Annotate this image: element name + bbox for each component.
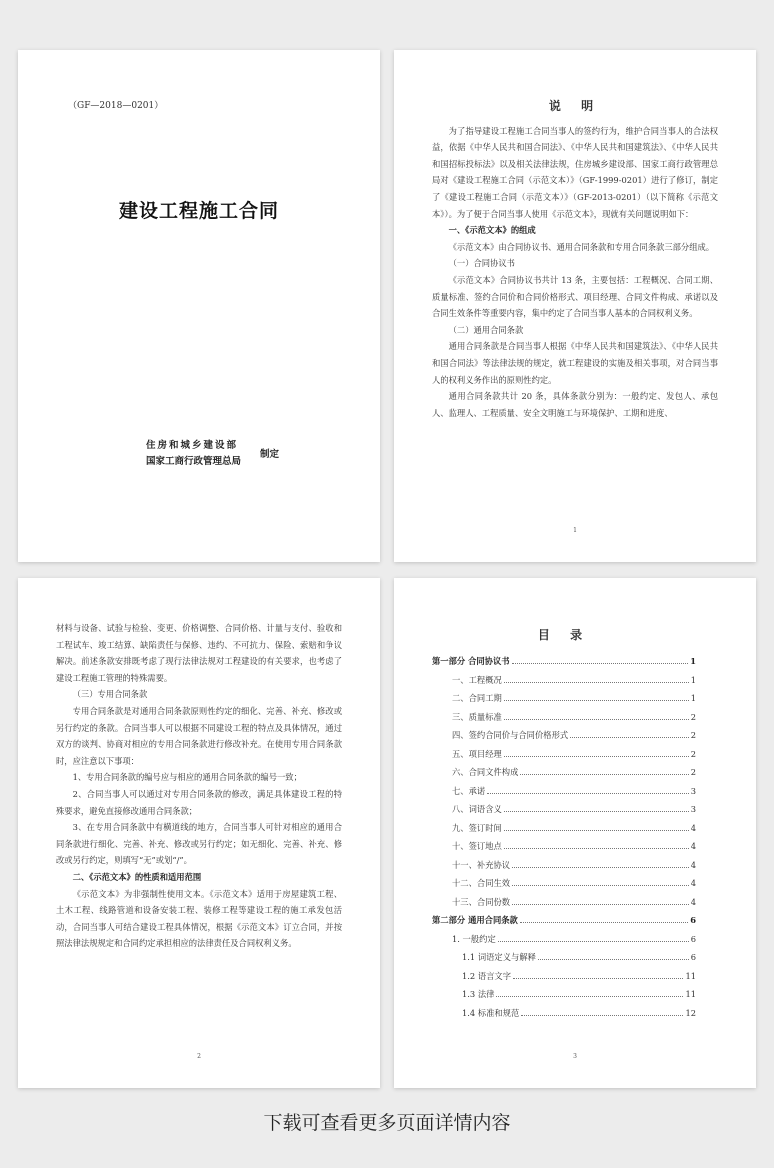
toc-leader-dots: [520, 774, 688, 775]
toc-entry-page: 2: [690, 767, 696, 777]
explanation-page: [394, 50, 756, 562]
issued-label: 制定: [260, 449, 280, 460]
toc-entry-page: 1: [690, 693, 696, 703]
page-number: 1: [573, 527, 577, 534]
toc-entry[interactable]: [432, 803, 696, 822]
toc-leader-dots: [496, 996, 683, 997]
paragraph-list: [432, 123, 718, 422]
toc-entry[interactable]: [432, 988, 696, 1007]
toc-leader-dots: [504, 811, 689, 812]
explanation-continued-page: [18, 578, 380, 1088]
issuers: [146, 438, 241, 470]
paragraph: 为了指导建设工程施工合同当事人的签约行为，维护合同当事人的合法权益，依据《中华人民共和国合同法》、《中华人民共和国建筑法》、《中华人民共和国招标投标法》以及相关法律法规，住房城乡建设部、国家工商行政管理总局对《建设工程施工合同（示范文本）》（GF-1999-0201）进行了修订，制定了《建设工程施工合同（示范文本）》（GF-2013-0201）（以下简称《示范文本》）。为了便于合同当事人使用《示范文本》，现就有关问题说明如下：: [432, 125, 718, 219]
toc-entry[interactable]: [432, 711, 696, 730]
toc-entry-page: 4: [690, 896, 696, 907]
toc-entry-title: 五、项目经理: [452, 748, 502, 759]
toc-entry-page: 4: [690, 841, 696, 851]
toc-entry[interactable]: [432, 840, 696, 859]
paragraph: （三）专用合同条款: [72, 689, 148, 700]
toc-leader-dots: [570, 737, 689, 738]
toc-leader-dots: [504, 848, 689, 849]
toc-entry-page: 11: [685, 970, 696, 981]
toc-entry-title: 1.3 法律: [462, 989, 495, 999]
toc-entry-title: 一、工程概况: [452, 674, 502, 685]
toc-entry-title: 十二、合同生效: [452, 878, 511, 888]
toc-entry-page: 2: [690, 730, 696, 740]
toc-entry-page: 6: [690, 933, 696, 944]
toc-leader-dots: [521, 1015, 683, 1016]
toc-leader-dots: [504, 830, 689, 831]
toc-leader-dots: [520, 922, 688, 923]
toc-entry[interactable]: [432, 692, 696, 711]
paragraph: 专用合同条款是对通用合同条款原则性约定的细化、完善、补充、修改或另行约定的条款。合同当事人可以根据不同建设工程的特点及具体情况，通过双方的谈判、协商对相应的专用合同条款进行修改补充。在使用专用合同条款时，应注意以下事项：: [56, 705, 342, 766]
toc-leader-dots: [512, 885, 689, 886]
toc-page: [394, 578, 756, 1088]
toc-entry-page: 4: [690, 822, 696, 833]
paragraph: 《示范文本》为非强制性使用文本。《示范文本》适用于房屋建筑工程、土木工程、线路管道和设备安装工程、装修工程等建设工程的施工承发包活动，合同当事人可结合建设工程具体情况，根据《示范文本》订立合同，并按照法律法规规定和合同约定承担相应的法律责任及合同权利义务。: [56, 888, 342, 949]
toc-entry-title: 十三、合同份数: [452, 896, 511, 907]
toc-entry-page: 12: [685, 1007, 696, 1018]
toc-entry-title: 二、合同工期: [452, 693, 502, 703]
toc-entry-title: 九、签订时间: [452, 822, 502, 833]
toc-leader-dots: [513, 978, 683, 979]
section-heading: 二、《示范文本》的性质和适用范围: [72, 871, 202, 882]
toc-entry-title: 三、质量标准: [452, 711, 502, 722]
page-number: 2: [197, 1053, 201, 1060]
toc-entry[interactable]: [432, 766, 696, 785]
toc-entry-title: 1. 一般约定: [452, 933, 496, 944]
toc-leader-dots: [538, 959, 689, 960]
toc-entry-title: 八、词语含义: [452, 804, 502, 814]
issuer-ministry-housing: 住房和城乡建设部: [146, 440, 239, 451]
toc-entry-page: 1: [690, 674, 696, 685]
toc-list: [432, 655, 696, 1025]
toc-entry-page: 1: [690, 656, 696, 666]
toc-entry-title: 1.2 语言文字: [462, 970, 512, 981]
paragraph: 《示范文本》由合同协议书、通用合同条款和专用合同条款三部分组成。: [448, 241, 715, 252]
paragraph-list: [56, 620, 342, 952]
contract-title: 建设工程施工合同: [118, 200, 279, 222]
page-number: 3: [573, 1053, 577, 1060]
toc-entry-title: 七、承诺: [452, 785, 486, 796]
section-heading: 一、《示范文本》的组成: [448, 225, 536, 236]
paragraph: 通用合同条款共计 20 条，具体条款分别为：一般约定、发包人、承包人、监理人、工程质量、安全文明施工与环境保护、工期和进度、: [432, 391, 718, 418]
toc-entry-page: 3: [690, 785, 696, 796]
toc-entry[interactable]: [432, 785, 696, 804]
page-title: 目 录: [537, 628, 591, 642]
paragraph: 2、合同当事人可以通过对专用合同条款的修改，满足具体建设工程的特殊要求，避免直接修改通用合同条款；: [56, 788, 342, 816]
toc-leader-dots: [512, 904, 689, 905]
toc-leader-dots: [512, 867, 689, 868]
cover-page: [18, 50, 380, 562]
toc-entry-page: 6: [690, 915, 696, 925]
paragraph: （二）通用合同条款: [448, 324, 524, 335]
toc-entry-page: 4: [690, 859, 696, 870]
toc-entry-page: 6: [690, 952, 696, 962]
toc-entry-title: 第一部分 合同协议书: [432, 656, 510, 666]
toc-entry[interactable]: [432, 951, 696, 970]
toc-leader-dots: [487, 793, 689, 794]
toc-entry-title: 第二部分 通用合同条款: [432, 915, 518, 925]
toc-entry-title: 1.1 词语定义与解释: [462, 952, 536, 962]
download-more-prompt[interactable]: 下载可查看更多页面详情内容: [263, 1112, 511, 1134]
toc-entry[interactable]: [432, 822, 696, 841]
toc-entry[interactable]: [432, 674, 696, 693]
paragraph: 通用合同条款是合同当事人根据《中华人民共和国建筑法》、《中华人民共和国合同法》等法律法规的规定，就工程建设的实施及相关事项，对合同当事人的权利义务作出的原则性约定。: [432, 341, 718, 385]
toc-entry[interactable]: [432, 1007, 696, 1026]
toc-entry[interactable]: [432, 877, 696, 896]
toc-entry[interactable]: [432, 729, 696, 748]
contract-code: （GF—2018—0201）: [68, 101, 164, 111]
toc-entry-page: 3: [690, 804, 696, 814]
paragraph: 3、在专用合同条款中有横道线的地方，合同当事人可针对相应的通用合同条款进行细化、完善、补充、修改或另行约定；如无细化、完善、补充、修改或另行约定，则填写“无”或划“/”。: [56, 822, 342, 866]
paragraph: 《示范文本》合同协议书共计 13 条，主要包括：工程概况、合同工期、质量标准、签约合同价和合同价格形式、项目经理、合同文件构成、承诺以及合同生效条件等重要内容，集中约定了合同当事人基本的合同权利义务。: [432, 274, 718, 319]
toc-leader-dots: [504, 682, 689, 683]
toc-entry-title: 十一、补充协议: [452, 859, 511, 870]
toc-entry-title: 1.4 标准和规范: [462, 1007, 520, 1018]
toc-entry[interactable]: [432, 933, 696, 952]
toc-leader-dots: [498, 941, 689, 942]
explanation-content: [56, 620, 342, 952]
toc-leader-dots: [504, 719, 689, 720]
paragraph: （一）合同协议书: [448, 258, 515, 269]
toc-entry[interactable]: [432, 748, 696, 767]
explanation-content: [432, 98, 718, 421]
issuer-saic: 国家工商行政管理总局: [146, 456, 242, 467]
page-title: 说 明: [548, 99, 602, 113]
toc-entry[interactable]: [432, 914, 696, 933]
table-of-contents: [432, 626, 696, 1025]
paragraph: 1、专用合同条款的编号应与相应的通用合同条款的编号一致；: [72, 772, 302, 783]
toc-entry-page: 2: [690, 748, 696, 759]
toc-entry[interactable]: [432, 896, 696, 915]
toc-entry-title: 十、签订地点: [452, 841, 502, 851]
toc-leader-dots: [504, 700, 689, 701]
toc-entry-page: 11: [685, 989, 696, 999]
toc-entry[interactable]: [432, 655, 696, 674]
toc-leader-dots: [512, 663, 689, 664]
toc-entry-page: 2: [690, 711, 696, 722]
paragraph: 材料与设备、试验与检验、变更、价格调整、合同价格、计量与支付、验收和工程试车、竣工结算、缺陷责任与保修、违约、不可抗力、保险、索赔和争议解决。前述条款安排既考虑了现行法律法规对工程建设的有关要求，也考虑了建设工程施工管理的特殊需要。: [56, 623, 342, 683]
toc-leader-dots: [504, 756, 689, 757]
toc-entry[interactable]: [432, 970, 696, 989]
toc-entry-title: 六、合同文件构成: [452, 767, 519, 777]
toc-entry-page: 4: [690, 878, 696, 888]
toc-entry-title: 四、签约合同价与合同价格形式: [452, 730, 569, 740]
toc-entry[interactable]: [432, 859, 696, 878]
